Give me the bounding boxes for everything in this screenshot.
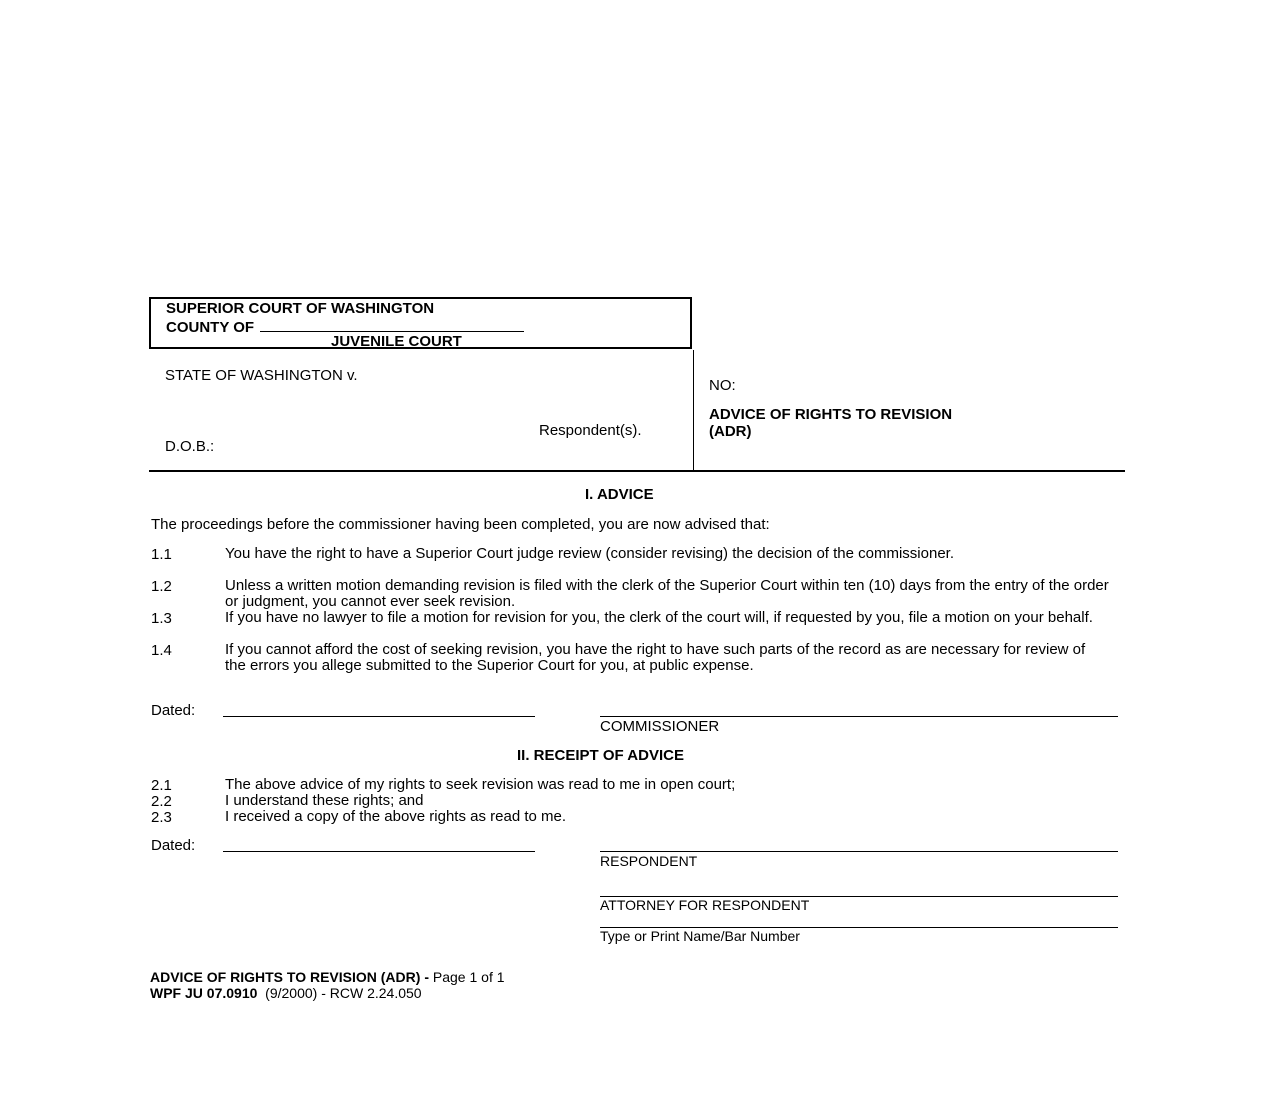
section1-dated-label: Dated: [151, 702, 196, 719]
item-number-2-3: 2.3 [151, 809, 172, 826]
item-number-2-1: 2.1 [151, 777, 172, 794]
item-number-1-3: 1.3 [151, 610, 172, 627]
county-label: COUNTY OF [166, 319, 255, 336]
item-text-2-1: The above advice of my rights to seek revision was read to me in open court; [225, 776, 736, 793]
section1-date-line[interactable] [223, 716, 535, 717]
document-title: ADVICE OF RIGHTS TO REVISION [709, 406, 953, 423]
item-number-1-1: 1.1 [151, 546, 172, 563]
section2-dated-label: Dated: [151, 837, 196, 854]
item-number-2-2: 2.2 [151, 793, 172, 810]
item-number-1-2: 1.2 [151, 578, 172, 595]
item-text-2-3: I received a copy of the above rights as read to me. [225, 808, 567, 825]
footer-revision: (9/2000) - RCW 2.24.050 [257, 985, 422, 1001]
caption-divider [693, 350, 694, 471]
item-text-1-4: If you cannot afford the cost of seeking revision, you have the right to have such parts of the record as are necessary for review of the errors you allege submitted to the Superior Court for you, at public expense. [225, 641, 1086, 674]
item-text-1-1: You have the right to have a Superior Court judge review (consider revising) the decision of the commissioner. [225, 545, 955, 562]
item-text-2-2: I understand these rights; and [225, 792, 424, 809]
section2-heading: II. RECEIPT OF ADVICE [517, 747, 684, 764]
court-caption-box [149, 297, 692, 349]
footer-title: ADVICE OF RIGHTS TO REVISION (ADR) [150, 969, 421, 985]
section1-intro: The proceedings before the commissioner having been completed, you are now advised that: [151, 516, 770, 533]
respondent-signature-line[interactable] [600, 851, 1118, 852]
county-blank[interactable] [260, 318, 524, 332]
court-title: SUPERIOR COURT OF WASHINGTON [166, 300, 435, 317]
footer-form-line [150, 985, 422, 1001]
section2-date-line[interactable] [223, 851, 535, 852]
item-text-1-3: If you have no lawyer to file a motion for revision for you, the clerk of the court will, if requested by you, file a motion on your behalf. [225, 609, 1093, 626]
court-division: JUVENILE COURT [331, 333, 462, 350]
footer-page-info: Page 1 of 1 [432, 969, 505, 985]
document-title-abbrev: (ADR) [709, 423, 752, 440]
respondent-signature-label: RESPONDENT [600, 853, 698, 869]
item-text-1-2: Unless a written motion demanding revision is filed with the clerk of the Superior Court within ten (10) days from the entry of the order or judgment, you cannot ever seek revision. [225, 577, 1109, 610]
attorney-signature-label: ATTORNEY FOR RESPONDENT [600, 897, 810, 913]
footer-form-id: WPF JU 07.0910 [150, 985, 258, 1001]
item-number-1-4: 1.4 [151, 642, 172, 659]
print-name-label: Type or Print Name/Bar Number [600, 928, 800, 944]
commissioner-signature-line[interactable] [600, 716, 1118, 717]
case-caption: STATE OF WASHINGTON v. [165, 367, 358, 384]
commissioner-label: COMMISSIONER [600, 718, 720, 735]
dob-label: D.O.B.: [165, 438, 215, 455]
caption-bottom-rule [149, 470, 1125, 472]
section1-heading: I. ADVICE [585, 486, 654, 503]
footer-title-line: ADVICE OF RIGHTS TO REVISION (ADR) - Page 1 of 1 [150, 969, 505, 985]
respondent-label: Respondent(s). [539, 422, 642, 439]
case-number-label: NO: [709, 377, 736, 394]
